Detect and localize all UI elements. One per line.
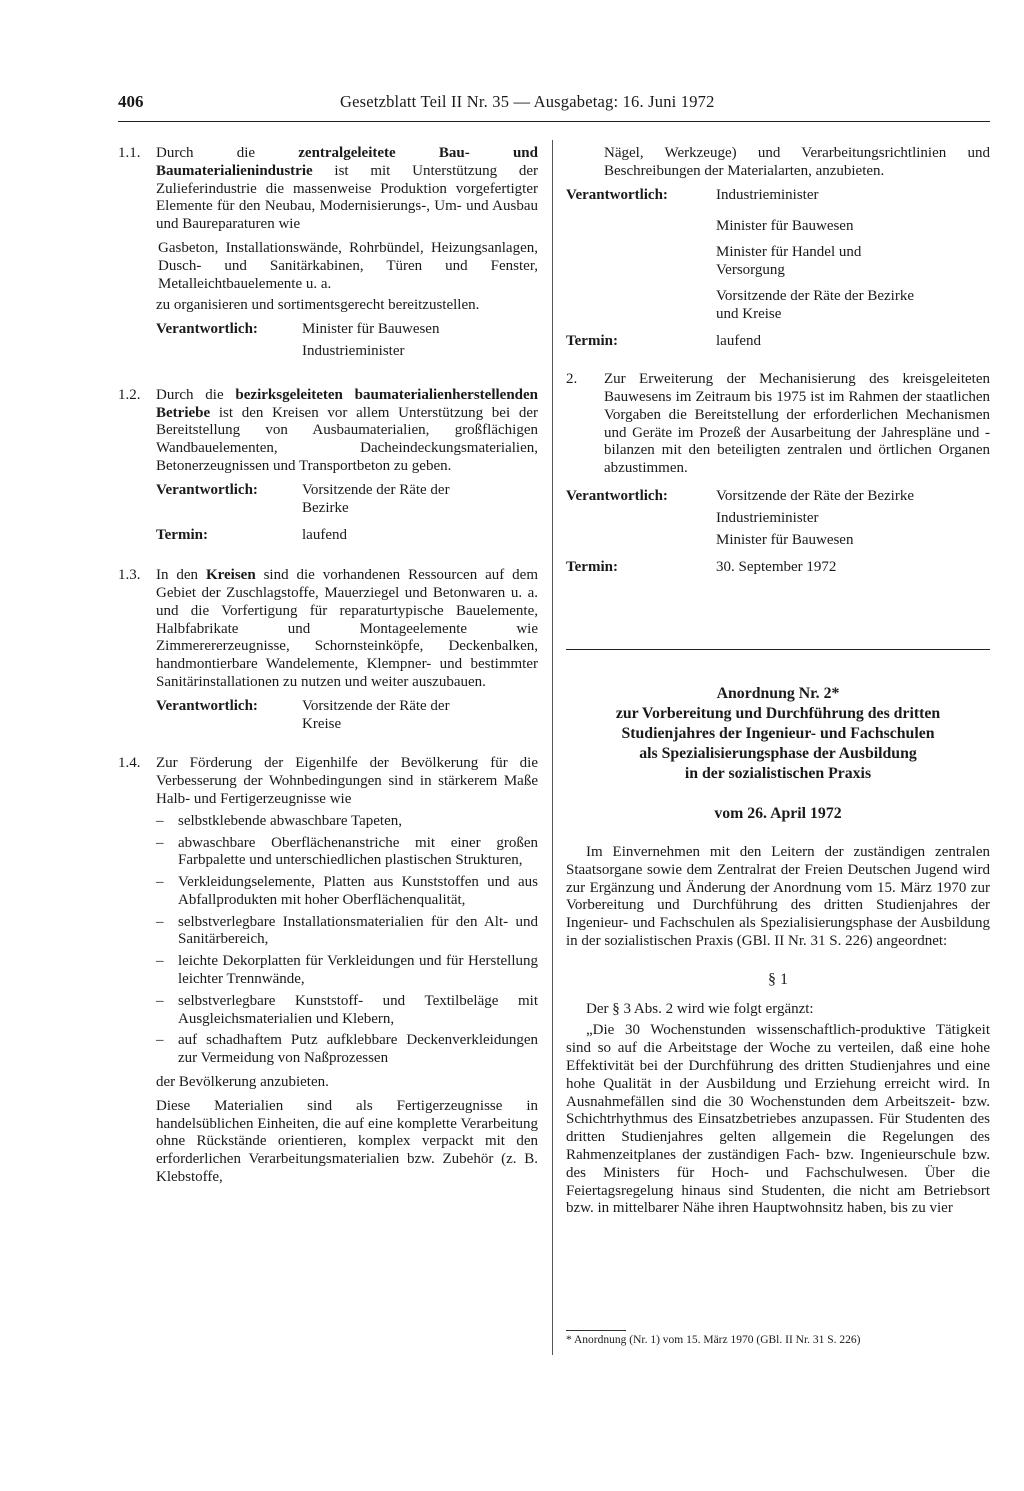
section-2-term: Termin: 30. September 1972 [566,559,837,576]
section-1-1: 1.1. Durch die zentralgeleitete Bau- und Baumaterialienindustrie ist mit Unterstützung der Zulieferindustrie die massenweise Produktion vorgefertigter Elemente für den Neubau, Modernisierungs-, Um- und Ausbau und Baureparaturen wie [118,145,538,233]
quoted-text: „Die 30 Wochenstunden wissenschaftlich-produktive Tätigkeit sind so auf die Arbeitstage der Woche zu verteilen, daß eine hohe Effektivität bei der Durchführung des dritten Studienjahres und eine hohe Qualität in der Ausbildung und Erziehung erreicht wird. In Ausnahmefällen sind die 30 Wochenstunden dem Arbeitszeit- bzw. Schichtrhythmus des Einsatzbetriebes anzupassen. Für Studenten des dritten Studienjahres gelten allgemein die Regelungen des Rahmenzeitplanes der zuständigen Fach- bzw. Ingenieurschule bzw. des Ministers für Hoch- und Fachschulwesen. Über die Feiertagsregelung hinaus sind Studenten, die nicht am Betriebsort bzw. in mittelbarer Nähe ihren Hauptwohnsitz haben, bis zu vier [566,1022,990,1217]
section-1-4: 1.4. Zur Förderung der Eigenhilfe der Bevölkerung für die Verbesserung der Wohnbedingungen sind in stärkerem Maße Halb- und Fertigerzeugnisse wie [118,755,538,807]
section-2: 2. Zur Erweiterung der Mechanisierung des kreisgeleiteten Bauwesens im Zeitraum bis 1975 ist im Rahmen der staatlichen Vorgaben die Bereitstellung der erforderlichen Mechanismen und Geräte im Prozeß der Ausarbeitung der Jahrespläne und -bilanzen mit den beteiligten zentralen und örtlichen Organen abzustimmen. [566,371,990,477]
section-1-1-sublist: Gasbeton, Installationswände, Rohrbündel, Heizungsanlagen, Dusch- und Sanitärkabinen, Türen und Fenster, Metalleichtbauelemente u. a. [158,239,538,292]
page-header [118,92,988,114]
section-1-4-tail: der Bevölkerung anzubieten. [156,1074,329,1091]
section-1-1-responsible: Verantwortlich: Minister für Bauwesen Industrieminister [156,321,440,359]
list-item: – leichte Dekorplatten für Verkleidungen und für Herstellung leichter Trennwände, [156,953,538,988]
section-1-4-list [118,813,538,1068]
list-item: – selbstklebende abwaschbare Tapeten, [156,812,402,829]
header-title: Gesetzblatt Teil II Nr. 35 — Ausgabetag: 16. Juni 1972 [340,92,715,111]
list-item: – auf schadhaftem Putz aufklebbare Deckenverkleidungen zur Vermeidung von Naßprozessen [156,1032,538,1067]
right-column [566,145,990,581]
ordinance-rule [566,649,990,650]
term-block: Termin: laufend [566,333,761,350]
section-1-3: 1.3. In den Kreisen sind die vorhandenen Ressourcen auf dem Gebiet der Zuschlagstoffe, Mauerziegel und Betonwaren u. a. und die Vorfertigung für reparaturtypische Bauelemente, Halbfabrikate und Montageelemente wie Zimmerererzeugnisse, Schornsteinköpfe, Deckenbalken, handmontierbare Wandelemente, Klempner- und bestimmter Sanitärinstallationen zu nutzen und weiter auszubauen. [118,567,538,690]
section-1-4-paragraph: Diese Materialien sind als Fertigerzeugnisse in handelsüblichen Einheiten, die auf eine komplette Verarbeitung ohne Rückstände orientieren, komplex verpackt mit den erforderlichen Verarbeitungsmaterialien bzw. Zubehör (z. B. Klebstoffe, [156,1097,538,1186]
section-1-2: 1.2. Durch die bezirksgeleiteten baumaterialienherstellenden Betriebe ist den Kreisen vor allem Unterstützung bei der Bereitstellung von Ausbaumaterialien, großflächigen Wandbauelementen, Dacheindeckungsmaterialien, Betonerzeugnissen und Transportbeton zu geben. [118,386,539,474]
continued-text: Nägel, Werkzeuge) und Verarbeitungsrichtlinien und Beschreibungen der Materialarten, anzubieten. [604,145,990,179]
list-item: – selbstverlegbare Installationsmaterialien für den Alt- und Sanitärbereich, [156,913,538,948]
ordinance-intro: Im Einvernehmen mit den Leitern der zuständigen zentralen Staatsorgane sowie dem Zentralrat der Freien Deutschen Jugend wird zur Ergänzung und Änderung der Anordnung vom 15. März 1970 zur Vorbereitung und Durchführung des dritten Studienjahres der Ingenieur- und Fachschulen als Spezialisierungsphase der Ausbildung in der sozialistischen Praxis (GBl. II Nr. 31 S. 226) angeordnet: [566,844,990,949]
section-2-responsible: Verantwortlich: Vorsitzende der Räte der Bezirke Industrieminister Minister für Bauwesen [566,487,914,548]
ordinance-title: Anordnung Nr. 2* zur Vorbereitung und Durchführung des dritten Studienjahres der Ingenieur- und Fachschulen als Spezialisierungsphase der Ausbildung in der sozialistischen Praxis [615,685,941,782]
left-column [118,145,538,1187]
ordinance-date: vom 26. April 1972 [714,805,842,822]
column-divider [552,140,553,1355]
list-item: – Verkleidungselemente, Platten aus Kunststoffen und aus Abfallprodukten mit hoher Oberflächenqualität, [156,874,538,908]
section-1-2-responsible: Verantwortlich: Vorsitzende der Räte der Bezirke [156,481,450,516]
section-1-3-responsible: Verantwortlich: Vorsitzende der Räte der Kreise [156,697,450,732]
list-item: – selbstverlegbare Kunststoff- und Textilbeläge mit Ausgleichsmaterialien und Klebern, [156,992,538,1027]
page-number: 406 [118,92,144,111]
responsible-block: Verantwortlich: Industrieminister Minister für Bauwesen Minister für Handel und Versorgung Vorsitzende der Räte der Bezirke und Kreise [566,186,914,322]
section-1-1-tail: zu organisieren und sortimentsgerecht bereitzustellen. [156,297,480,314]
list-item: – abwaschbare Oberflächenanstriche mit einer großen Farbpalette und unterschiedlichen plastischen Strukturen, [156,834,538,869]
footnote-rule [566,1330,626,1331]
section-intro: Der § 3 Abs. 2 wird wie folgt ergänzt: [586,1000,814,1017]
section-heading: § 1 [768,970,788,988]
ordinance [566,684,990,1218]
header-rule [118,121,990,122]
section-1-2-term: Termin: laufend [156,527,347,544]
footnote: * Anordnung (Nr. 1) vom 15. März 1970 (GBl. II Nr. 31 S. 226) [566,1334,861,1346]
